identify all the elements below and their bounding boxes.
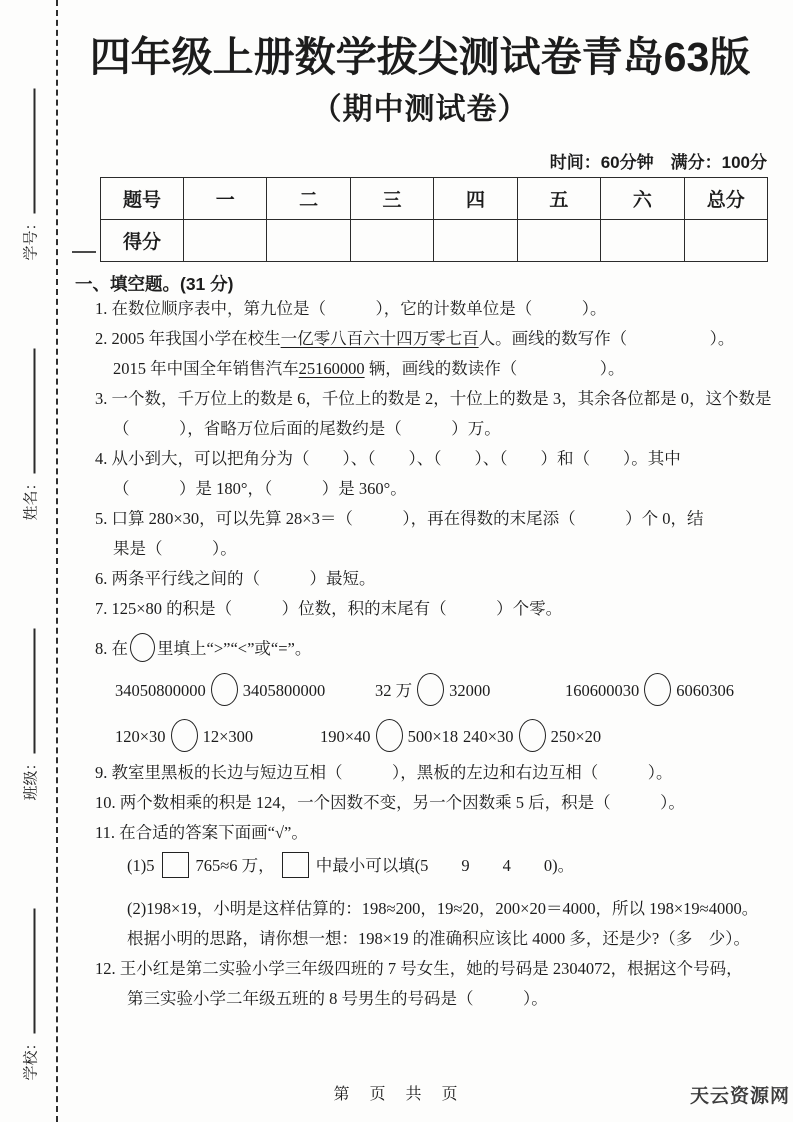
- fold-mark: [72, 251, 96, 253]
- page-title: 四年级上册数学拔尖测试卷青岛63版: [89, 34, 751, 80]
- comparison-item: [463, 714, 601, 760]
- score-table-col-3: 三: [350, 178, 433, 220]
- comparison-item: [320, 714, 458, 760]
- right-expression: 500×18: [407, 727, 459, 746]
- score-table: [100, 177, 768, 262]
- score-cell: [434, 220, 517, 262]
- question-5-line2: 果是（ ）。: [113, 539, 237, 558]
- score-cell: [350, 220, 433, 262]
- question-8-row2: [95, 714, 768, 758]
- score-table-score-row: [101, 220, 768, 262]
- score-table-col-5: 五: [517, 178, 600, 220]
- question-2-text: 2015 年中国全年销售汽车: [113, 359, 299, 378]
- question-8-row1: [95, 668, 768, 714]
- score-cell: [184, 220, 267, 262]
- school-blank: [20, 908, 36, 1033]
- left-expression: 160600030: [565, 681, 640, 700]
- left-expression: 34050800000: [115, 681, 206, 700]
- question-12-line1: 12. 王小红是第二实验小学三年级四班的 7 号女生，她的号码是 2304072，根据这个号码，: [95, 959, 743, 978]
- question-10: 10. 两个数相乘的积是 124，一个因数不变，另一个因数乘 5 后，积是（ ）。: [95, 793, 685, 812]
- score-cell: [267, 220, 350, 262]
- comparison-circle-icon: [130, 633, 155, 662]
- student-id-label: 学号：: [22, 215, 40, 261]
- score-cell: [517, 220, 600, 262]
- question-7: 7. 125×80 的积是（ ）位数，积的末尾有（ ）个零。: [95, 599, 563, 618]
- score-table-corner-cell: 题号: [101, 178, 184, 220]
- question-8-text: 8. 在: [95, 639, 128, 658]
- question-2-underlined-number: 25160000: [298, 359, 365, 378]
- question-3-line2: （ ），省略万位后面的尾数约是（ ）万。: [113, 419, 501, 438]
- class-label: 班级：: [22, 755, 40, 801]
- question-4-line1: 4. 从小到大，可以把角分为（ ）、（ ）、（ ）、（ ）和（ ）。其中: [95, 449, 681, 468]
- class-blank: [20, 628, 36, 753]
- left-expression: 190×40: [320, 727, 371, 746]
- question-11-text: (1)5: [127, 856, 155, 875]
- question-4-line2: （ ）是 180°，（ ）是 360°。: [113, 479, 407, 498]
- comparison-item: [565, 668, 734, 714]
- score-table-col-2: 二: [267, 178, 350, 220]
- question-6: 6. 两条平行线之间的（ ）最短。: [95, 569, 376, 588]
- comparison-circle-icon: [211, 673, 238, 706]
- comparison-circle-icon: [417, 673, 444, 706]
- watermark: 天云资源网: [689, 1085, 790, 1107]
- question-3-line1: 3. 一个数，千万位上的数是 6，千位上的数是 2，十位上的数是 3，其余各位都是 0，这个数是: [95, 389, 772, 408]
- comparison-circle-icon: [644, 673, 671, 706]
- question-11-text: 765≈6 万，: [195, 856, 275, 875]
- question-2-text: 2. 2005 年我国小学在校生: [95, 329, 281, 348]
- right-expression: 6060306: [676, 681, 734, 700]
- right-expression: 250×20: [550, 727, 602, 746]
- score-table-col-4: 四: [434, 178, 517, 220]
- comparison-circle-icon: [519, 719, 546, 752]
- question-1: 1. 在数位顺序表中，第九位是（ ），它的计数单位是（ ）。: [95, 299, 607, 318]
- right-expression: 3405800000: [242, 681, 326, 700]
- score-cell: [601, 220, 684, 262]
- square-placeholder-icon: [162, 852, 189, 878]
- question-9: 9. 教室里黑板的长边与短边互相（ ），黑板的左边和右边互相（ ）。: [95, 763, 673, 782]
- left-expression: 32 万: [375, 681, 413, 700]
- right-expression: 12×300: [202, 727, 254, 746]
- page-subtitle: （期中测试卷）: [311, 93, 529, 126]
- question-2-text: 人。画线的数写作（ ）。: [478, 329, 735, 348]
- student-name-blank: [20, 348, 36, 473]
- right-expression: 32000: [449, 681, 491, 700]
- questions-area: [95, 294, 772, 1014]
- comparison-circle-icon: [171, 719, 198, 752]
- question-8-intro: [95, 630, 768, 668]
- school-field: [20, 871, 41, 1081]
- time-score-info: 时间：60分钟 满分：100分: [549, 153, 767, 172]
- score-table-header-row: [101, 178, 768, 220]
- student-name-field: [20, 311, 41, 521]
- question-2-underlined-number: 一亿零八百六十四万零七百: [280, 329, 479, 348]
- question-5-line1: 5. 口算 280×30，可以先算 28×3＝（ ），再在得数的末尾添（ ）个 0，结: [95, 509, 704, 528]
- comparison-item: [115, 668, 325, 714]
- question-11-part1: [95, 848, 768, 884]
- left-expression: 240×30: [463, 727, 514, 746]
- score-table-col-1: 一: [184, 178, 267, 220]
- question-12-line2: 第三实验小学二年级五班的 8 号男生的号码是（ ）。: [127, 989, 548, 1008]
- comparison-item: [115, 714, 253, 760]
- question-8-text: 里填上“>”“<”或“=”。: [157, 639, 312, 658]
- question-2-line2: [95, 354, 768, 384]
- left-expression: 120×30: [115, 727, 166, 746]
- question-11-part2-line1: (2)198×19，小明是这样估算的：198≈200，19≈20，200×20＝4000，所以 198×19≈4000。: [127, 899, 759, 918]
- comparison-item: [375, 668, 490, 714]
- square-placeholder-icon: [282, 852, 309, 878]
- score-cell: [684, 220, 767, 262]
- question-11-text: 中最小可以填(5 9 4 0)。: [315, 856, 575, 875]
- section-heading: 一、填空题。(31 分): [75, 274, 234, 294]
- question-2-text: 辆，画线的数读作（ ）。: [364, 359, 625, 378]
- question-2-line1: [95, 324, 768, 354]
- score-table-col-total: 总分: [684, 178, 767, 220]
- student-id-blank: [20, 88, 36, 213]
- score-table-col-6: 六: [601, 178, 684, 220]
- school-label: 学校：: [22, 1035, 40, 1081]
- comparison-circle-icon: [376, 719, 403, 752]
- score-row-label: 得分: [101, 220, 184, 262]
- seal-dashed-line: [56, 0, 58, 1122]
- class-field: [20, 591, 41, 801]
- question-11-intro: 11. 在合适的答案下面画“√”。: [95, 823, 308, 842]
- student-id-field: [20, 51, 41, 261]
- question-11-part2-line2: 根据小明的思路，请你想一想：198×19 的准确积应该比 4000 多，还是少?（多 少）。: [127, 929, 751, 948]
- page-number-footer: 第 页 共 页: [333, 1086, 460, 1103]
- student-name-label: 姓名：: [22, 475, 40, 521]
